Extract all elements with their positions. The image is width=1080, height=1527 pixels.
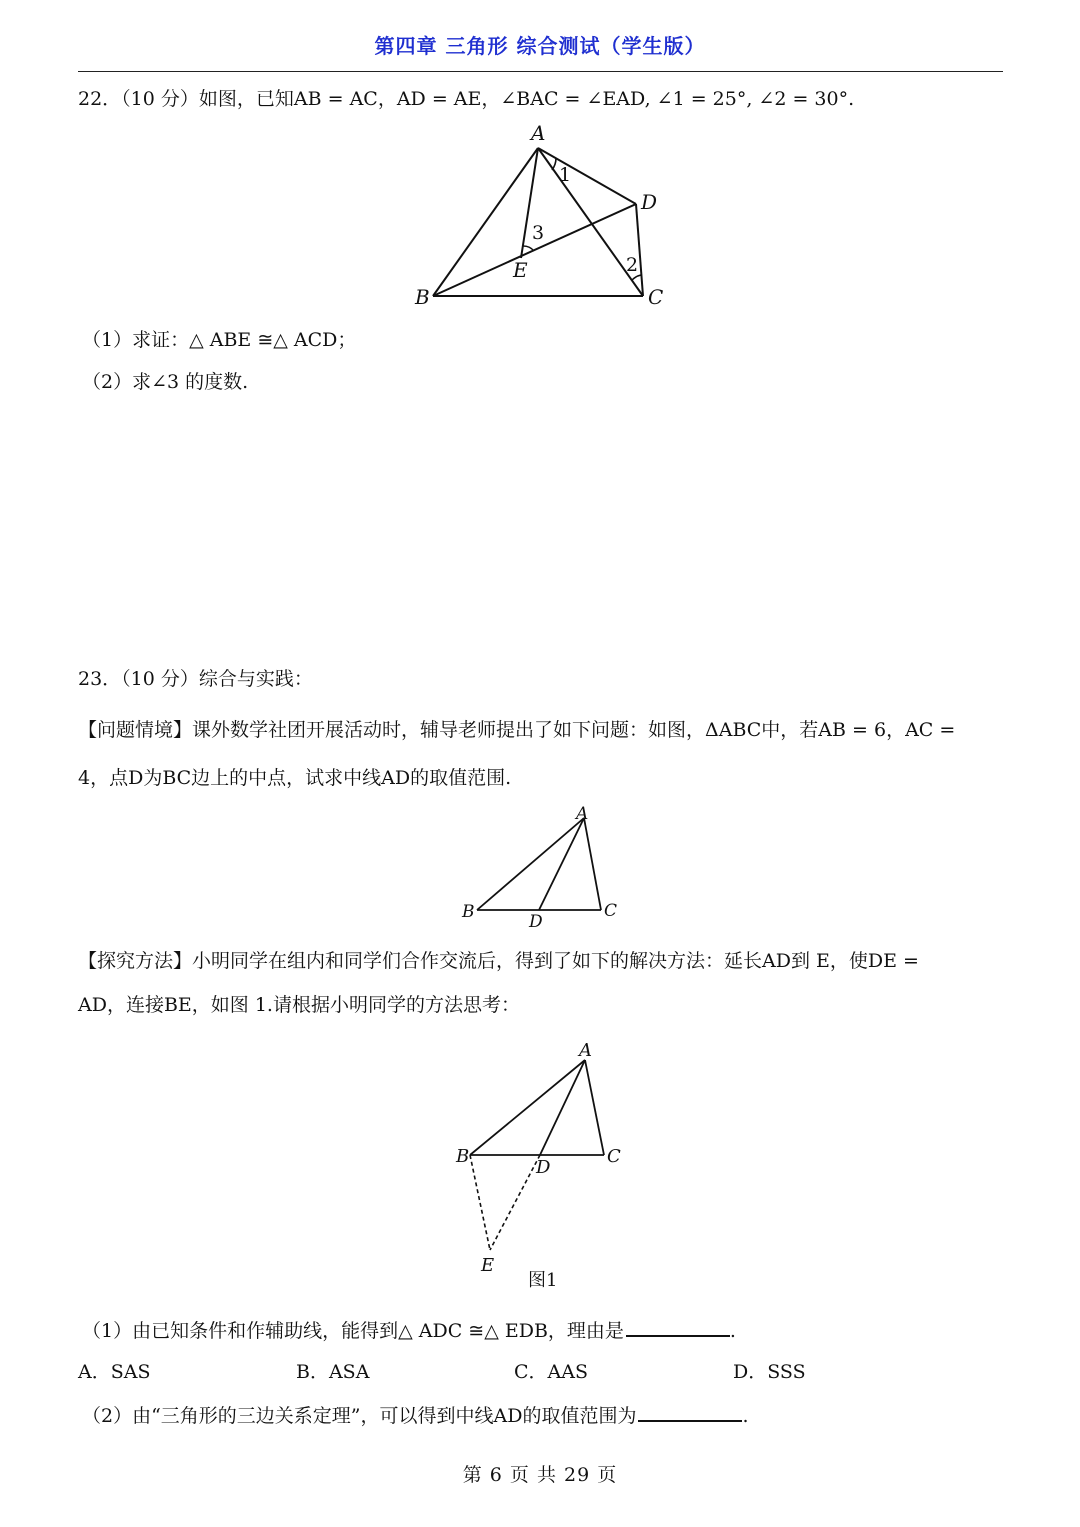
choice-a[interactable]: A．SAS	[78, 1361, 151, 1383]
segment-AB	[470, 1060, 585, 1155]
label-C: C	[648, 285, 664, 309]
q23-part2-text: （2）由“三角形的三边关系定理”，可以得到中线AD的取值范围为	[82, 1405, 637, 1427]
q23-method-line1: 【探究方法】小明同学在组内和同学们合作交流后，得到了如下的解决方法：延长AD到 E，使DE =	[78, 950, 919, 972]
segment-DC	[636, 204, 643, 296]
label-C: C	[604, 901, 618, 921]
segment-AD	[539, 818, 584, 910]
label-E: E	[481, 1255, 495, 1276]
label-angle-3: 3	[532, 222, 545, 244]
angle-3-arc	[523, 246, 534, 251]
choice-d[interactable]: D．SSS	[733, 1361, 806, 1383]
segment-BE-dashed	[470, 1155, 490, 1250]
q23-stem: 23．（10 分）综合与实践：	[78, 668, 313, 690]
label-A: A	[531, 121, 546, 145]
q22-stem: 22．（10 分）如图，已知AB = AC，AD = AE，∠BAC = ∠EAD, ∠1 = 25°, ∠2 = 30°.	[78, 88, 855, 110]
q23-problem-line1: 【问题情境】课外数学社团开展活动时，辅导老师提出了如下问题：如图，ΔABC中，若AB = 6，AC =	[78, 719, 956, 741]
label-C: C	[607, 1146, 621, 1167]
q22-figure	[400, 118, 690, 313]
label-B: B	[456, 1146, 470, 1167]
label-angle-1: 1	[559, 164, 572, 186]
q23-problem-line2: 4，点D为BC边上的中点，试求中线AD的取值范围.	[78, 767, 512, 789]
segment-BD	[433, 204, 639, 296]
q23-method-line2: AD，连接BE，如图 1.请根据小明同学的方法思考：	[78, 994, 520, 1016]
q23-part2	[82, 1402, 749, 1429]
segment-AD	[540, 1060, 585, 1155]
label-D: D	[641, 190, 658, 214]
label-B: B	[462, 902, 475, 922]
q22-part1: （1）求证：△ ABE ≅△ ACD；	[82, 329, 357, 351]
answer-blank-1[interactable]	[626, 1317, 730, 1337]
segment-DE-dashed	[490, 1155, 540, 1250]
q23-figure-1	[450, 1036, 640, 1296]
q23-part1-end: .	[729, 1320, 736, 1342]
segment-AC	[585, 1060, 604, 1155]
label-A: A	[576, 804, 589, 824]
q22-part2: （2）求∠3 的度数.	[82, 371, 249, 393]
label-A: A	[579, 1040, 592, 1061]
answer-blank-2[interactable]	[638, 1402, 742, 1422]
segment-AB	[477, 818, 584, 910]
page-header-title: 第四章 三角形 综合测试（学生版）	[374, 34, 706, 58]
segment-AD	[538, 148, 636, 204]
label-D: D	[536, 1157, 551, 1178]
label-B: B	[415, 285, 430, 309]
segment-AC	[584, 818, 601, 910]
q23-part1-text: （1）由已知条件和作辅助线，能得到△ ADC ≅△ EDB，理由是	[82, 1320, 624, 1342]
header-divider	[78, 71, 1003, 72]
label-angle-2: 2	[626, 254, 639, 276]
q23-part2-end: .	[742, 1405, 749, 1427]
choice-c[interactable]: C．AAS	[514, 1361, 588, 1383]
angle-1-arc	[552, 158, 556, 170]
figure-1-caption: 图1	[528, 1270, 558, 1291]
page-footer: 第 6 页 共 29 页	[462, 1464, 618, 1486]
q23-figure-triangle	[455, 800, 635, 930]
label-D: D	[529, 912, 543, 930]
choice-b[interactable]: B．ASA	[296, 1361, 370, 1383]
label-E: E	[513, 258, 528, 282]
q23-part1	[82, 1317, 736, 1344]
